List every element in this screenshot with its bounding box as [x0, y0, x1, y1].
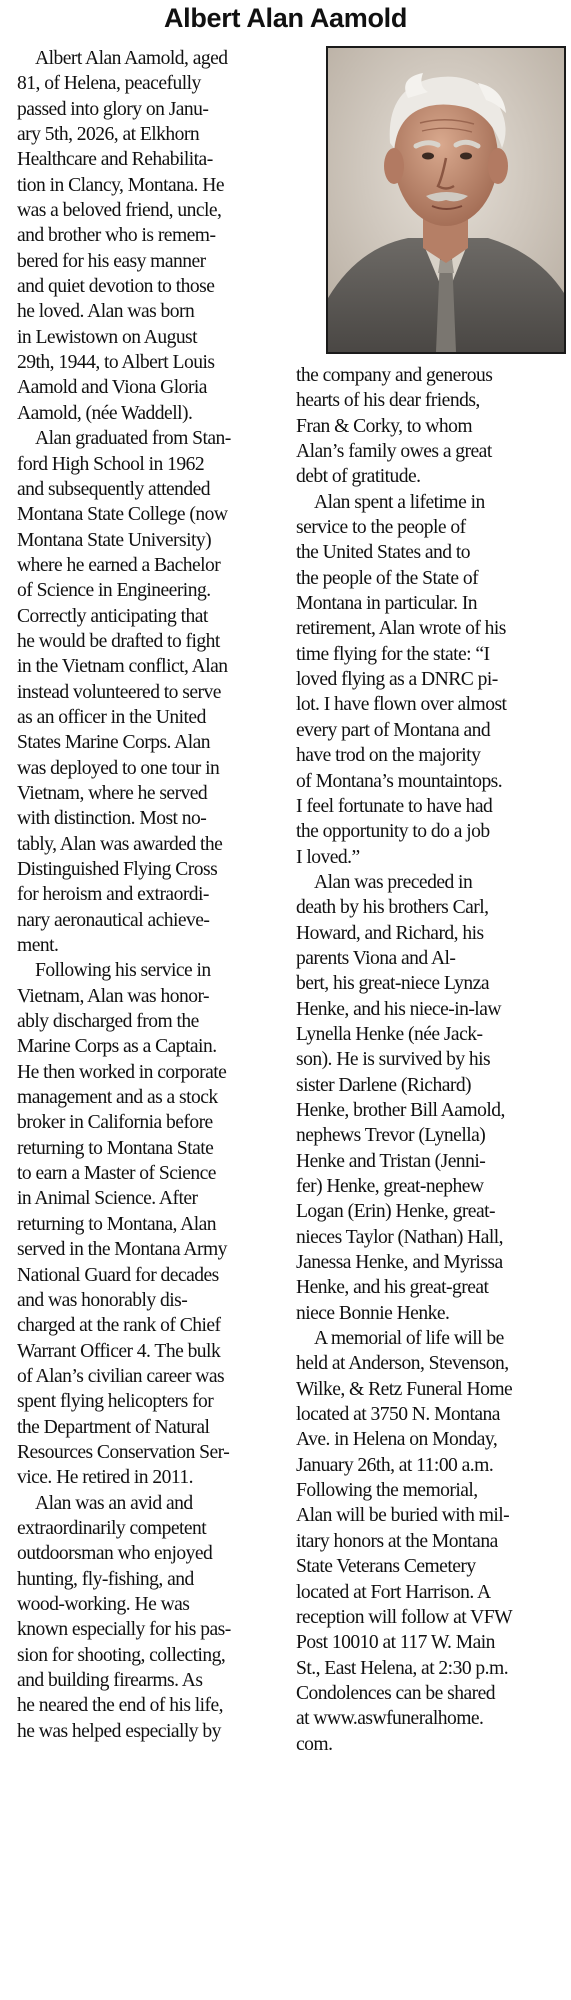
- text-line: Alan spent a lifetime in: [314, 491, 485, 513]
- text-line: loved flying as a DNRC pi-: [296, 669, 498, 691]
- text-line: spent flying helicopters for: [17, 1391, 214, 1413]
- text-line: he was helped especially by: [17, 1720, 221, 1742]
- text-line: Henke, and his great-great: [296, 1277, 489, 1299]
- text-line: fer) Henke, great-nephew: [296, 1176, 484, 1197]
- text-line: charged at the rank of Chief: [17, 1315, 221, 1337]
- text-line: Alan will be buried with mil-: [296, 1505, 510, 1527]
- text-line: State Veterans Cemetery: [296, 1556, 476, 1578]
- text-line: wood-working. He was: [17, 1593, 190, 1615]
- text-line: retirement, Alan wrote of his: [296, 618, 506, 640]
- text-line: ably discharged from the: [17, 1011, 199, 1033]
- text-line: held at Anderson, Stevenson,: [296, 1353, 509, 1375]
- text-line: and quiet devotion to those: [17, 276, 215, 298]
- text-line: Henke, brother Bill Aamold,: [296, 1099, 505, 1121]
- text-line: tion in Clancy, Montana. He: [17, 174, 224, 196]
- text-line: Alan was preceded in: [314, 871, 473, 893]
- text-line: Logan (Erin) Henke, great-: [296, 1201, 495, 1223]
- text-line: ary 5th, 2026, at Elkhorn: [17, 124, 200, 146]
- text-line: Wilke, & Retz Funeral Home: [296, 1378, 513, 1400]
- text-line: bered for his easy manner: [17, 250, 206, 272]
- text-line: debt of gratitude.: [296, 466, 421, 488]
- text-line: nieces Taylor (Nathan) Hall,: [296, 1226, 504, 1248]
- text-line: and subsequently attended: [17, 478, 211, 500]
- text-line: Healthcare and Rehabilita-: [17, 149, 213, 171]
- text-line: St., East Helena, at 2:30 p.m.: [296, 1657, 509, 1679]
- text-line: Following the memorial,: [296, 1480, 478, 1502]
- text-line: the opportunity to do a job: [296, 821, 490, 843]
- text-line: tably, Alan was awarded the: [17, 833, 223, 855]
- text-line: Montana in particular. In: [296, 593, 478, 615]
- text-line: every part of Montana and: [296, 719, 491, 741]
- text-line: of Alan’s civilian career was: [17, 1365, 225, 1387]
- text-line: Condolences can be shared: [296, 1682, 495, 1704]
- text-line: the company and generous: [296, 365, 493, 386]
- text-line: he neared the end of his life,: [17, 1695, 224, 1717]
- text-line: son). He is survived by his: [296, 1049, 491, 1071]
- text-line: located at 3750 N. Montana: [296, 1404, 500, 1426]
- text-line: Marine Corps as a Captain.: [17, 1036, 217, 1058]
- text-line: returning to Montana, Alan: [17, 1213, 217, 1235]
- text-line: in Animal Science. After: [17, 1188, 198, 1210]
- text-line: vice. He retired in 2011.: [17, 1467, 193, 1489]
- text-line: Aamold, (née Waddell).: [17, 402, 193, 424]
- text-line: Distinguished Flying Cross: [17, 859, 218, 880]
- text-line: as an officer in the United: [17, 706, 206, 728]
- text-line: Howard, and Richard, his: [296, 922, 484, 944]
- text-line: of Science in Engineering.: [17, 580, 211, 602]
- text-line: bert, his great-niece Lynza: [296, 973, 489, 995]
- text-line: he loved. Alan was born: [17, 301, 195, 323]
- text-line: known especially for his pas-: [17, 1619, 231, 1641]
- text-line: Correctly anticipating that: [17, 605, 208, 627]
- text-line: where he earned a Bachelor: [17, 554, 221, 576]
- text-line: Vietnam, Alan was honor-: [17, 985, 210, 1007]
- text-line: I feel fortunate to have had: [296, 795, 493, 817]
- text-line: death by his brothers Carl,: [296, 897, 489, 919]
- text-line: the Department of Natural: [17, 1416, 210, 1438]
- text-line: hunting, fly-fishing, and: [17, 1568, 194, 1590]
- text-line: outdoorsman who enjoyed: [17, 1543, 213, 1565]
- text-line: instead volunteered to serve: [17, 681, 221, 703]
- text-line: he would be drafted to fight: [17, 630, 220, 652]
- text-line: have trod on the majority: [296, 745, 481, 767]
- text-line: Following his service in: [35, 960, 211, 982]
- text-line: returning to Montana State: [17, 1137, 214, 1159]
- text-line: Fran & Corky, to whom: [296, 415, 473, 437]
- text-line: Vietnam, where he served: [17, 782, 208, 804]
- text-line: Montana State University): [17, 529, 212, 551]
- text-line: com.: [296, 1733, 333, 1755]
- text-line: lot. I have flown over almost: [296, 694, 507, 716]
- text-line: Warrant Officer 4. The bulk: [17, 1340, 221, 1362]
- text-line: nary aeronautical achieve-: [17, 909, 210, 931]
- text-line: Aamold and Viona Gloria: [17, 377, 207, 399]
- text-line: Albert Alan Aamold, aged: [35, 48, 228, 69]
- text-line: management and as a stock: [17, 1087, 218, 1109]
- text-line: and was honorably dis-: [17, 1289, 188, 1311]
- text-line: 29th, 1944, to Albert Louis: [17, 352, 215, 374]
- text-line: in Lewistown on August: [17, 326, 198, 348]
- text-line: time flying for the state: “I: [296, 643, 490, 665]
- text-line: Alan’s family owes a great: [296, 441, 492, 463]
- text-line: States Marine Corps. Alan: [17, 732, 211, 754]
- text-line: in the Vietnam conflict, Alan: [17, 656, 228, 678]
- text-line: service to the people of: [296, 517, 466, 539]
- text-line: at www.aswfuneralhome.: [296, 1708, 484, 1730]
- text-line: hearts of his dear friends,: [296, 390, 480, 412]
- text-line: Alan was an avid and: [35, 1492, 193, 1514]
- text-line: for heroism and extraordi-: [17, 884, 209, 906]
- text-line: passed into glory on Janu-: [17, 98, 209, 120]
- text-line: ford High School in 1962: [17, 453, 205, 475]
- text-line: Montana State College (now: [17, 504, 228, 526]
- text-line: parents Viona and Al-: [296, 947, 456, 969]
- text-line: reception will follow at VFW: [296, 1606, 513, 1628]
- text-line: 81, of Helena, peacefully: [17, 73, 201, 95]
- text-line: ment.: [17, 935, 59, 957]
- text-line: Janessa Henke, and Myrissa: [296, 1252, 503, 1274]
- text-line: A memorial of life will be: [314, 1328, 504, 1350]
- text-line: Alan graduated from Stan-: [35, 428, 231, 450]
- text-line: January 26th, at 11:00 a.m.: [296, 1454, 494, 1476]
- portrait-photo: [326, 46, 566, 354]
- text-line: Post 10010 at 117 W. Main: [296, 1632, 495, 1654]
- text-line: sister Darlene (Richard): [296, 1074, 472, 1096]
- text-line: Resources Conservation Ser-: [17, 1441, 230, 1463]
- obituary-left-column: [17, 46, 282, 1744]
- text-line: with distinction. Most no-: [17, 808, 207, 830]
- text-line: of Montana’s mountaintops.: [296, 770, 503, 792]
- text-line: He then worked in corporate: [17, 1061, 227, 1083]
- text-line: itary honors at the Montana: [296, 1530, 498, 1552]
- text-line: extraordinarily competent: [17, 1517, 207, 1539]
- text-line: niece Bonnie Henke.: [296, 1302, 450, 1324]
- text-line: the people of the State of: [296, 567, 479, 589]
- text-line: and building firearms. As: [17, 1670, 203, 1691]
- text-line: the United States and to: [296, 542, 470, 564]
- text-line: to earn a Master of Science: [17, 1163, 216, 1185]
- text-line: National Guard for decades: [17, 1264, 219, 1286]
- text-line: I loved.”: [296, 846, 360, 868]
- text-line: was a beloved friend, uncle,: [17, 200, 222, 222]
- obituary-title: Albert Alan Aamold: [163, 3, 408, 33]
- portrait-icon: [328, 48, 564, 352]
- text-line: located at Fort Harrison. A: [296, 1581, 491, 1603]
- text-line: Lynella Henke (née Jack-: [296, 1023, 483, 1045]
- obituary-right-column: [296, 363, 566, 1757]
- text-line: Henke and Tristan (Jenni-: [296, 1150, 486, 1172]
- text-line: broker in California before: [17, 1112, 213, 1134]
- text-line: was deployed to one tour in: [17, 757, 220, 779]
- text-line: Henke, and his niece-in-law: [296, 998, 501, 1020]
- text-line: nephews Trevor (Lynella): [296, 1125, 486, 1147]
- text-line: and brother who is remem-: [17, 225, 216, 247]
- text-line: served in the Montana Army: [17, 1239, 227, 1261]
- text-line: Ave. in Helena on Monday,: [296, 1429, 498, 1451]
- text-line: sion for shooting, collecting,: [17, 1644, 226, 1666]
